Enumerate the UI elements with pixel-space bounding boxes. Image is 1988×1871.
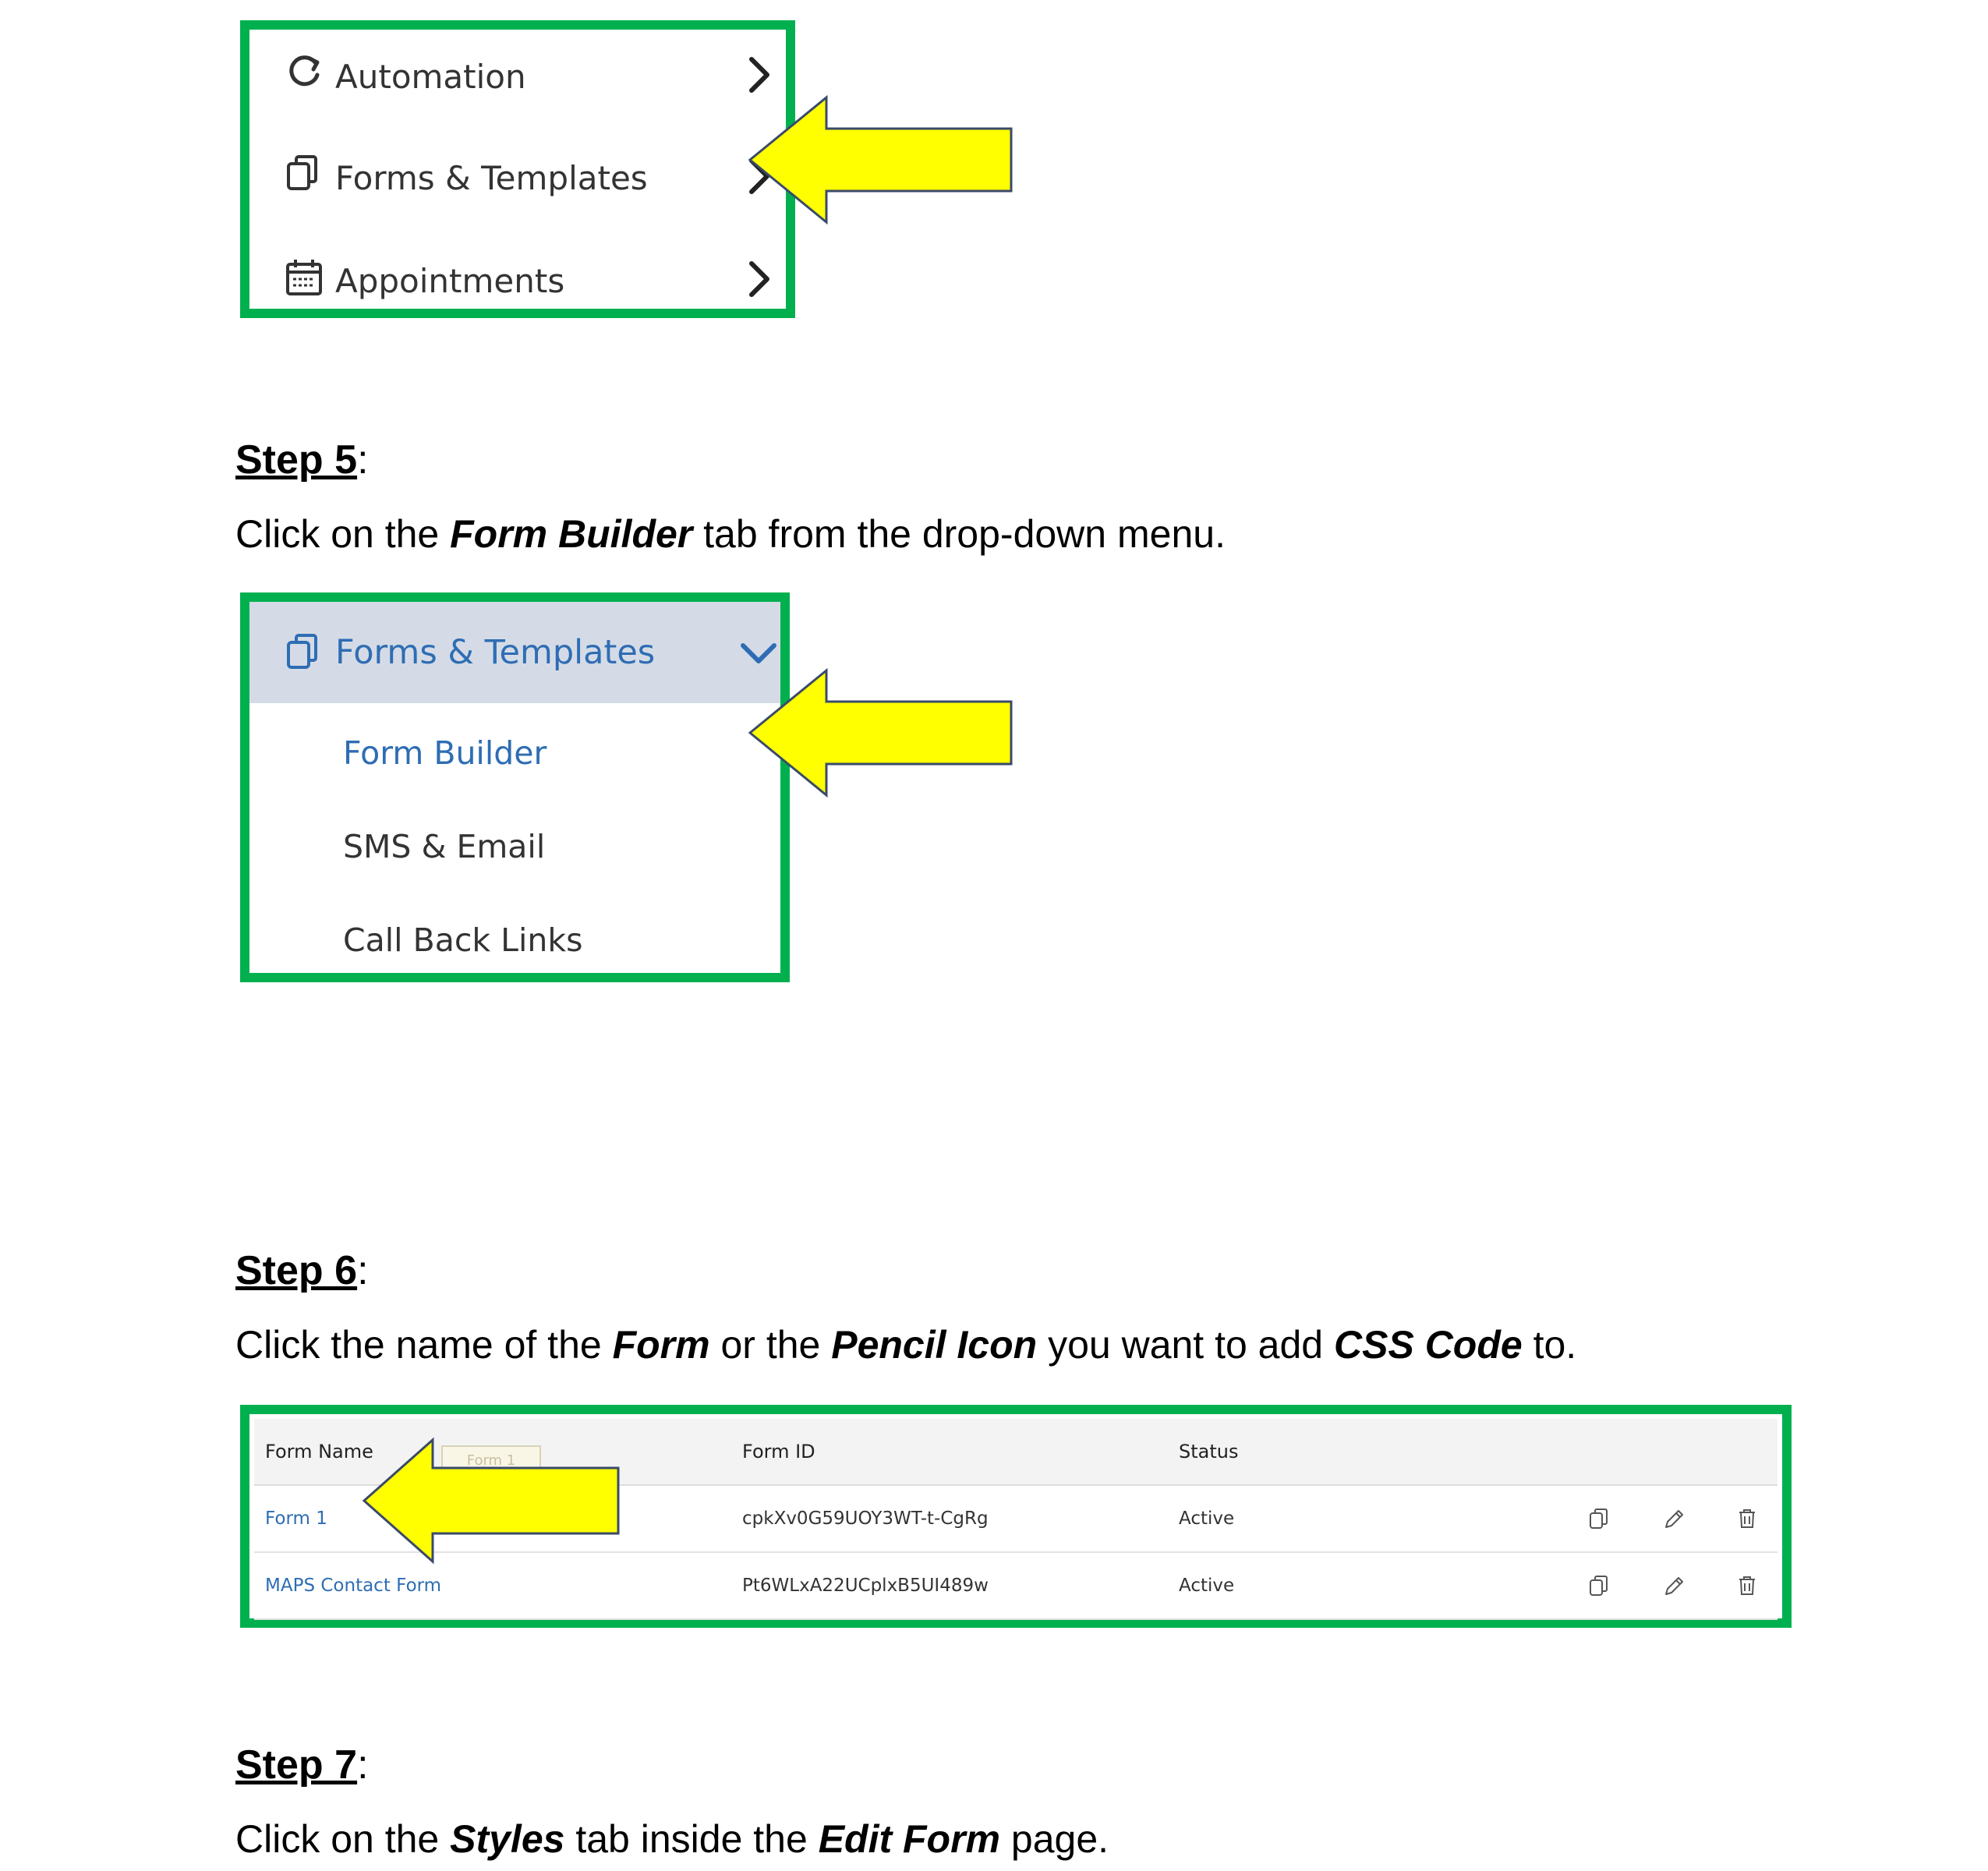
submenu-item-form-builder[interactable]: Form Builder <box>343 734 547 772</box>
form-id: cpkXv0G59UOY3WT-t-CgRg <box>742 1508 989 1529</box>
step-5-instruction: Click on the Form Builder tab from the drop-down menu. <box>235 512 1226 556</box>
column-header-status: Status <box>1179 1441 1239 1462</box>
menu-screenshot-2 <box>240 592 790 982</box>
chevron-right-icon <box>744 55 775 95</box>
column-header-form-id: Form ID <box>742 1441 815 1462</box>
menu-item-appointments[interactable] <box>249 234 786 338</box>
menu-item-automation[interactable] <box>249 30 786 134</box>
form-name-link[interactable]: MAPS Contact Form <box>265 1576 442 1596</box>
menu-item-label: Forms & Templates <box>335 633 656 672</box>
submenu-item-sms-email[interactable]: SMS & Email <box>343 828 546 865</box>
trash-icon[interactable] <box>1735 1573 1759 1598</box>
chevron-down-icon <box>738 638 779 669</box>
step-7-heading: Step 7: <box>235 1742 369 1788</box>
step-6-instruction: Click the name of the Form or the Pencil Icon you want to add CSS Code to. <box>235 1323 1577 1367</box>
menu-item-forms-templates-expanded[interactable] <box>249 602 780 703</box>
copy-icon[interactable] <box>1587 1573 1611 1598</box>
trash-icon[interactable] <box>1735 1506 1759 1531</box>
copy-icon[interactable] <box>1587 1506 1611 1531</box>
form-status: Active <box>1179 1508 1235 1529</box>
submenu-item-call-back-links[interactable]: Call Back Links <box>343 921 583 959</box>
copy-icon <box>284 153 324 193</box>
copy-icon <box>284 631 324 672</box>
menu-item-label: Automation <box>335 58 526 96</box>
step-6-heading: Step 6: <box>235 1248 369 1293</box>
menu-item-label: Forms & Templates <box>335 159 648 197</box>
step-7-instruction: Click on the Styles tab inside the Edit Form page. <box>235 1817 1109 1861</box>
tooltip: Form 1 <box>441 1445 541 1473</box>
menu-item-label: Appointments <box>335 262 565 300</box>
column-header-form-name: Form Name <box>265 1441 373 1462</box>
form-name-link[interactable]: Form 1 <box>265 1508 327 1529</box>
pencil-icon[interactable] <box>1662 1573 1686 1598</box>
pointer-arrow <box>748 94 1021 226</box>
pointer-arrow <box>363 1437 624 1565</box>
menu-item-forms-templates[interactable] <box>249 131 786 235</box>
pointer-arrow <box>748 667 1021 799</box>
refresh-icon <box>284 51 324 92</box>
pencil-icon[interactable] <box>1662 1506 1686 1531</box>
calendar-icon <box>284 257 324 298</box>
chevron-right-icon <box>744 259 775 299</box>
menu-screenshot-1 <box>240 20 795 318</box>
form-status: Active <box>1179 1576 1235 1596</box>
step-5-heading: Step 5: <box>235 437 369 483</box>
form-id: Pt6WLxA22UCplxB5UI489w <box>742 1576 989 1596</box>
